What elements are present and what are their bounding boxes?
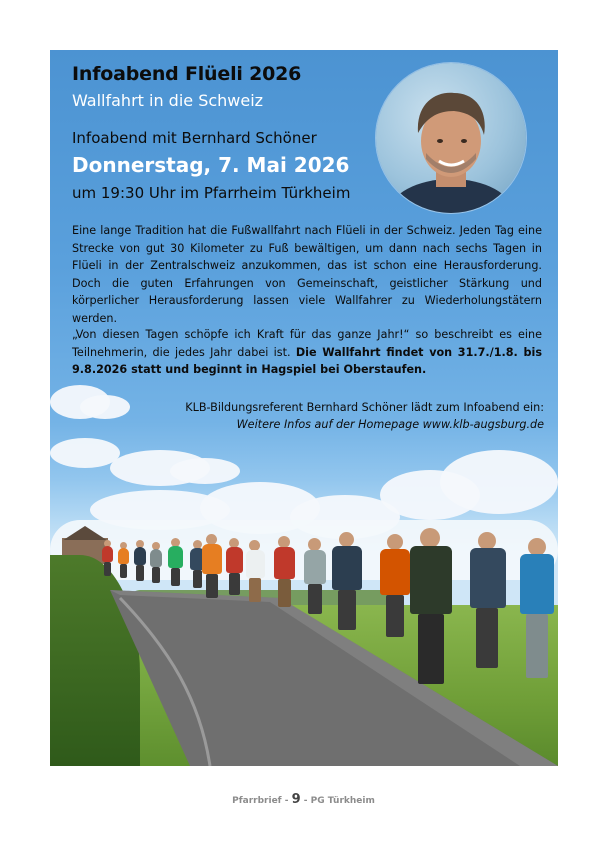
speaker-portrait-icon xyxy=(376,63,526,213)
description-paragraph: Eine lange Tradition hat die Fußwallfahrt nach Flüeli in der Schweiz. Jeden Tag eine Strecke von gut 30 Kilometer zu Fuß bewältigen, um dann nach sechs Tagen in Flüeli in der Zentralschweiz anzukommen, das ist schon eine Herausforderung. Doch die guten Erfahrungen von Gemeinschaft, geistlicher Stärkung und körperlicher Herausforderung lassen viele Wallfahrer zu Wiederholungstätern werden. xyxy=(72,224,542,325)
event-time: um 19:30 Uhr im Pfarrheim Türkheim xyxy=(72,184,351,202)
page-number: 9 xyxy=(291,792,301,807)
poster-image xyxy=(50,50,558,766)
portrait-photo xyxy=(376,63,526,213)
event-date: Donnerstag, 7. Mai 2026 xyxy=(72,153,350,177)
klb-line: KLB-Bildungsreferent Bernhard Schöner lädt zum Infoabend ein: xyxy=(185,401,544,414)
homepage-link-text: Weitere Infos auf der Homepage www.klb-augsburg.de xyxy=(236,418,544,431)
klb-invitation xyxy=(64,399,544,433)
page-subtitle: Wallfahrt in die Schweiz xyxy=(72,91,264,110)
page-title: Infoabend Flüeli 2026 xyxy=(72,63,302,85)
quote-text: „Von diesen Tagen schöpfe ich Kraft für das ganze Jahr!“ so beschreibt es eine Teilnehmerin, die jedes Jahr dabei ist. xyxy=(72,328,542,359)
event-intro: Infoabend mit Bernhard Schöner xyxy=(72,129,317,147)
page-footer xyxy=(0,792,607,807)
footer-right: - PG Türkheim xyxy=(300,796,375,806)
dates-highlight: Die Wallfahrt findet von 31.7./1.8. bis 9.8.2026 statt und beginnt in Hagspiel bei Oberstaufen. xyxy=(72,345,542,376)
quote-paragraph xyxy=(72,326,542,379)
footer-left: Pfarrbrief - xyxy=(232,796,292,806)
